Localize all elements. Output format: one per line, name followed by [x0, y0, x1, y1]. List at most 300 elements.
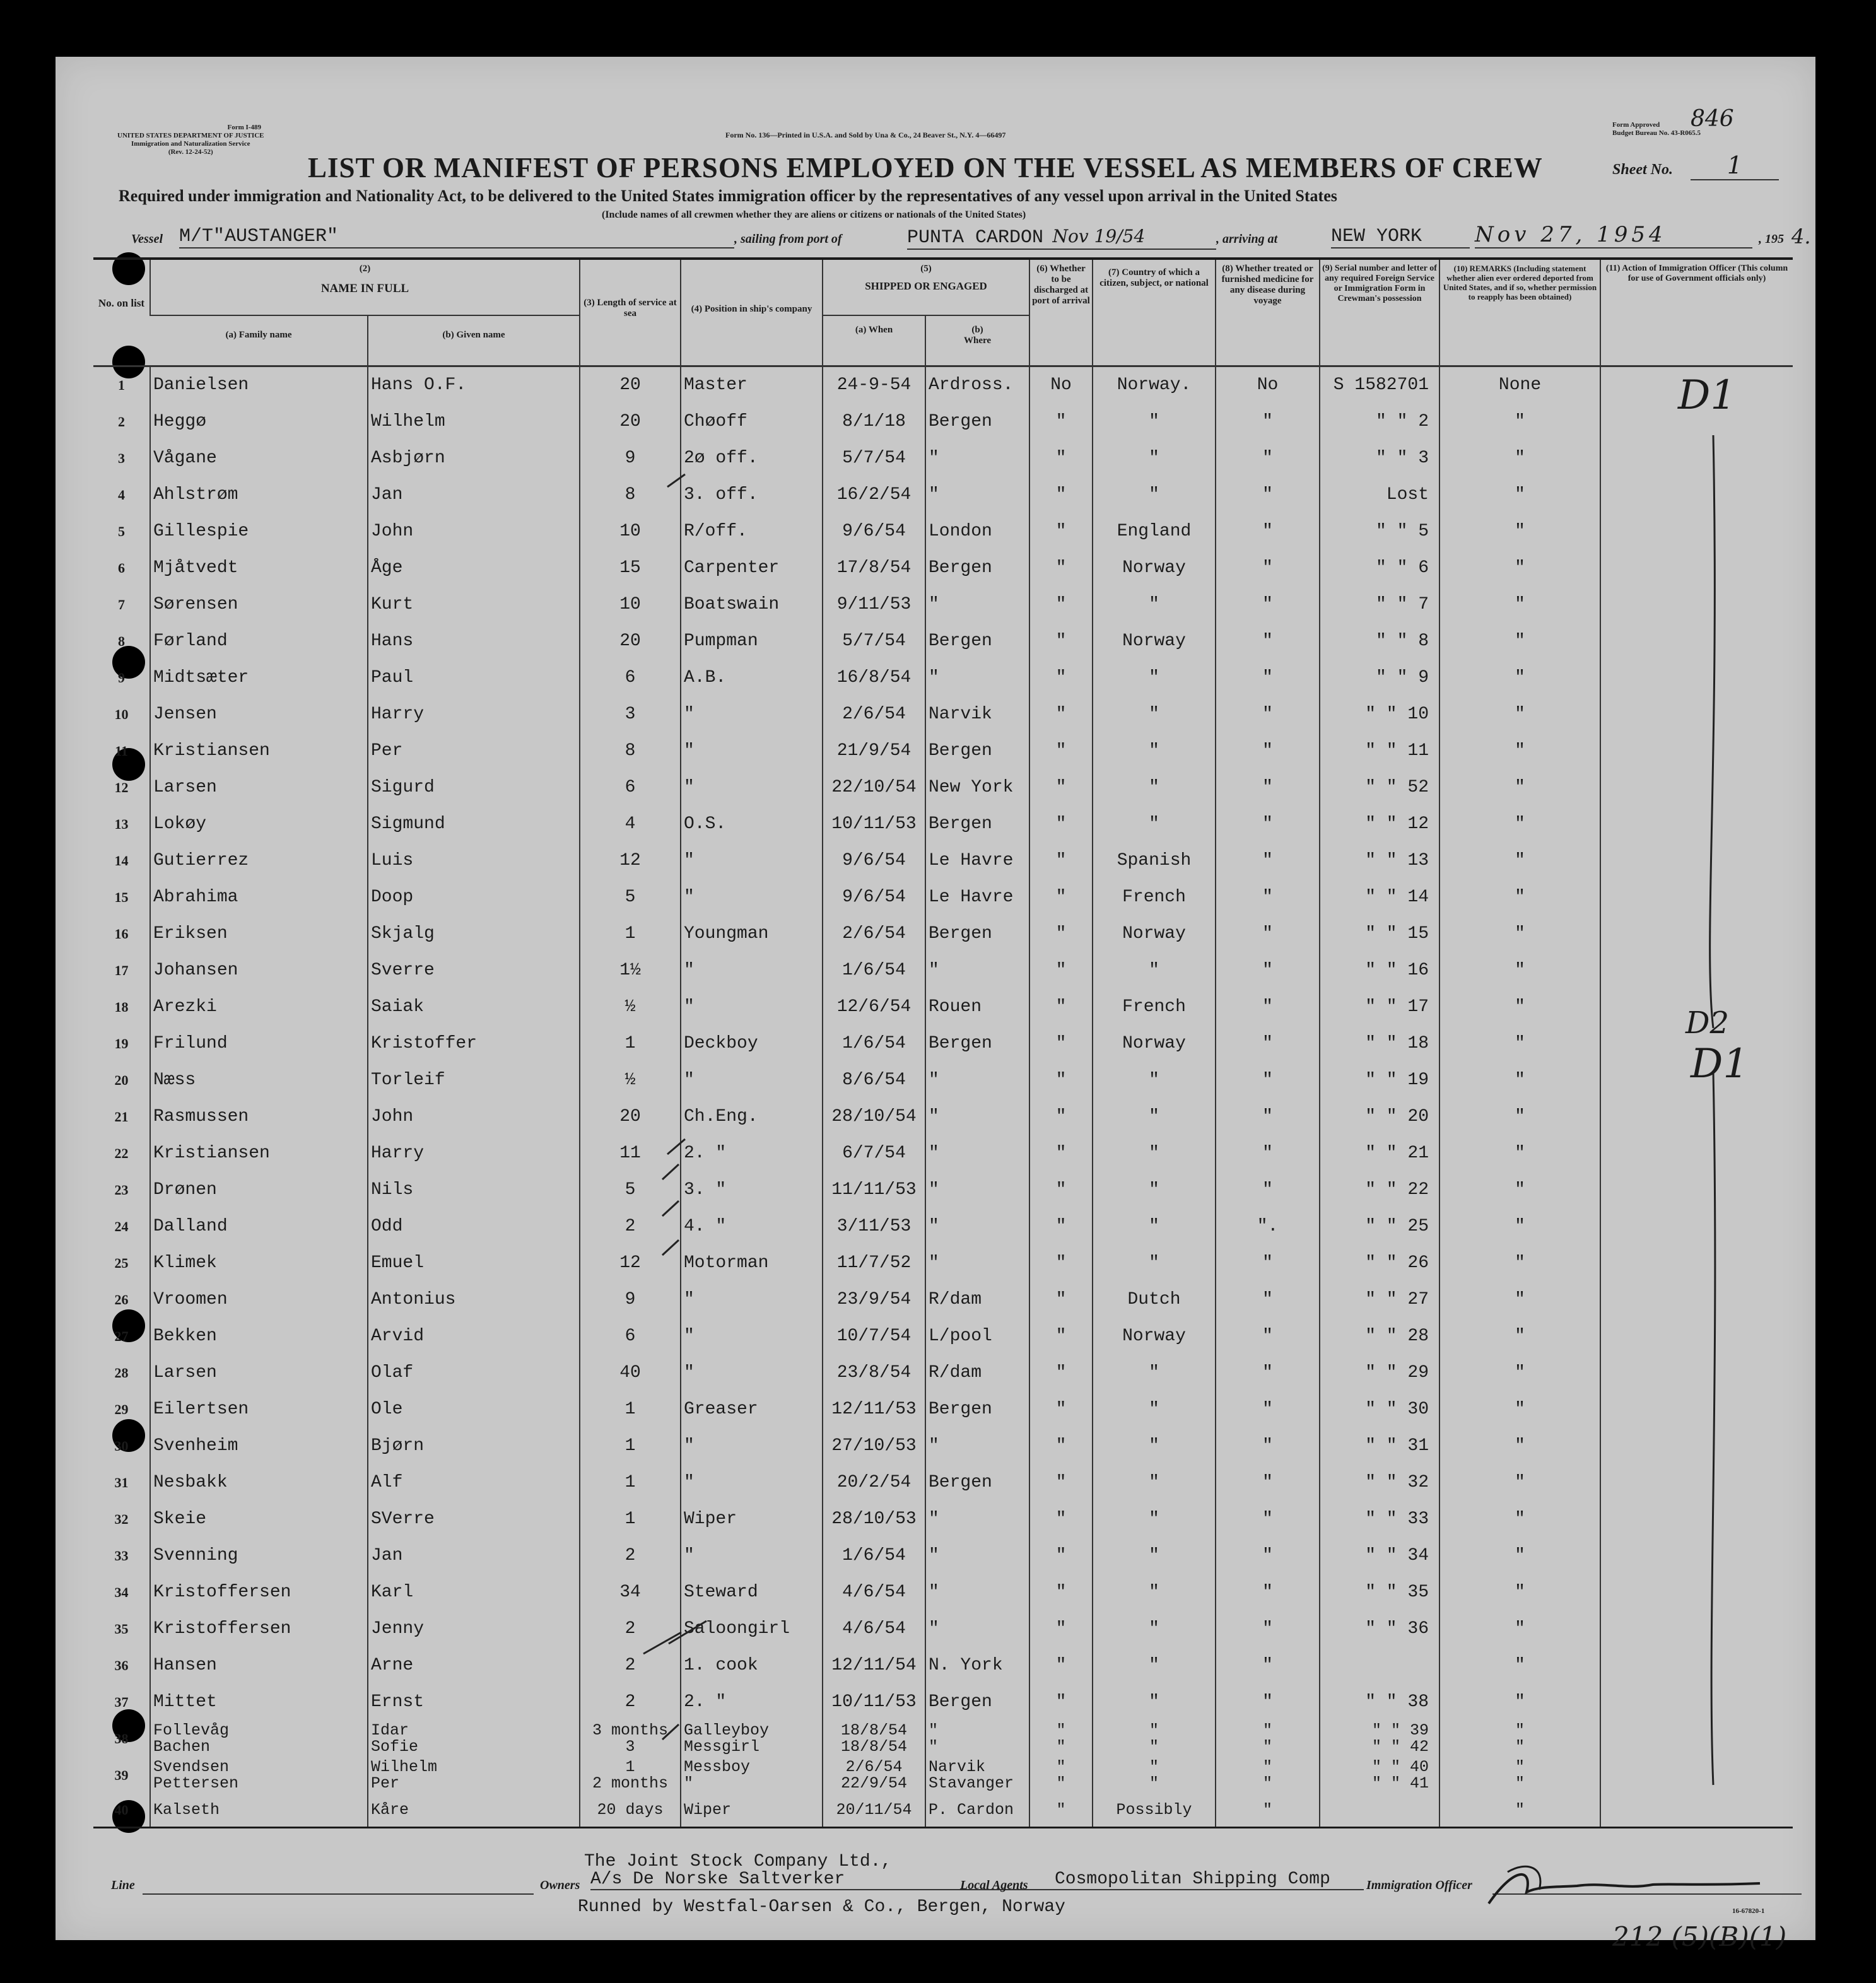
- discharged-at-port: ": [1029, 1062, 1093, 1099]
- serial-number: " " 28: [1320, 1318, 1439, 1355]
- col-country-header: (7) Country of which a citizen, subject, or national: [1093, 259, 1216, 366]
- length-of-service: 20: [580, 623, 681, 660]
- engaged-when-line: 18/8/54: [840, 1737, 908, 1756]
- treated-medicine: ": [1216, 843, 1320, 879]
- officer-action: [1600, 550, 1793, 587]
- ship-position: R/off.: [681, 513, 823, 550]
- citizenship: ": [1093, 733, 1216, 769]
- officer-action: [1600, 769, 1793, 806]
- family-name: Kristiansen: [150, 1135, 368, 1172]
- row-number: 17: [114, 962, 129, 978]
- officer-action: [1600, 733, 1793, 769]
- family-name: Larsen: [150, 769, 368, 806]
- crew-row: [93, 806, 1793, 843]
- remarks: ": [1439, 660, 1600, 696]
- crew-row: [93, 440, 1793, 477]
- remarks: [1439, 1757, 1600, 1794]
- family-name: Skeie: [150, 1501, 368, 1538]
- treated-medicine-line: ": [1263, 1721, 1273, 1740]
- serial-number: " " 20: [1320, 1099, 1439, 1135]
- remarks: ": [1439, 952, 1600, 989]
- citizenship: ": [1093, 1684, 1216, 1721]
- given-name: Ernst: [368, 1684, 580, 1721]
- family-name: Dalland: [150, 1208, 368, 1245]
- length-of-service-line: 1: [625, 1757, 635, 1776]
- given-name: Kurt: [368, 587, 580, 623]
- discharged-at-port: [1029, 1794, 1093, 1828]
- row-number: 28: [114, 1364, 129, 1381]
- ship-position: A.B.: [681, 660, 823, 696]
- row-number: 20: [114, 1072, 129, 1088]
- treated-medicine: ": [1216, 1135, 1320, 1172]
- crew-row: [93, 1318, 1793, 1355]
- crew-row: [93, 513, 1793, 550]
- officer-action: [1600, 952, 1793, 989]
- length-of-service: 8: [580, 477, 681, 513]
- remarks: ": [1439, 1391, 1600, 1428]
- family-name: Danielsen: [150, 366, 368, 404]
- engaged-where: ": [925, 1172, 1029, 1208]
- treated-medicine: ": [1216, 1465, 1320, 1501]
- remarks: ": [1439, 1062, 1600, 1099]
- officer-action: [1600, 806, 1793, 843]
- arriving-port: NEW YORK: [1331, 226, 1470, 249]
- revision-date: (Rev. 12-24-52): [168, 148, 213, 156]
- col-shipped-number: (5): [920, 264, 932, 274]
- remarks: ": [1439, 733, 1600, 769]
- citizenship: ": [1093, 1501, 1216, 1538]
- citizenship: Norway: [1093, 550, 1216, 587]
- engaged-where: L/pool: [925, 1318, 1029, 1355]
- given-name: Jan: [368, 477, 580, 513]
- engaged-where: ": [925, 1428, 1029, 1465]
- engaged-where-line: ": [929, 1721, 939, 1740]
- family-name: [150, 1794, 368, 1828]
- officer-action: [1600, 623, 1793, 660]
- engaged-where: ": [925, 1062, 1029, 1099]
- treated-medicine: ": [1216, 477, 1320, 513]
- remarks: ": [1439, 1245, 1600, 1282]
- discharged-at-port: ": [1029, 1282, 1093, 1318]
- treated-medicine: ": [1216, 587, 1320, 623]
- citizenship: Norway.: [1093, 366, 1216, 404]
- col-where-header: (b) Where: [925, 315, 1029, 366]
- citizenship: ": [1093, 1208, 1216, 1245]
- discharged-at-port: ": [1029, 916, 1093, 952]
- form-approval: [1612, 121, 1701, 137]
- length-of-service: 1: [580, 1501, 681, 1538]
- citizenship: French: [1093, 879, 1216, 916]
- remarks: ": [1439, 843, 1600, 879]
- engaged-when: 2/6/54: [823, 696, 925, 733]
- ship-position: ": [681, 733, 823, 769]
- given-name: SVerre: [368, 1501, 580, 1538]
- family-name: Rasmussen: [150, 1099, 368, 1135]
- serial-number-line: " " 42: [1372, 1737, 1429, 1756]
- treated-medicine: ": [1216, 1647, 1320, 1684]
- engaged-where: Bergen: [925, 916, 1029, 952]
- remarks: ": [1439, 1501, 1600, 1538]
- length-of-service: 10: [580, 513, 681, 550]
- given-name: Karl: [368, 1574, 580, 1611]
- approval-line1: Form Approved: [1612, 121, 1660, 129]
- engaged-where: Bergen: [925, 806, 1029, 843]
- treated-medicine: ": [1216, 1574, 1320, 1611]
- given-name: Harry: [368, 696, 580, 733]
- remarks-line: ": [1515, 1721, 1525, 1740]
- length-of-service: 6: [580, 769, 681, 806]
- engaged-when: 22/10/54: [823, 769, 925, 806]
- engaged-when: 16/2/54: [823, 477, 925, 513]
- crew-row: [93, 1026, 1793, 1062]
- engaged-where: Bergen: [925, 404, 1029, 440]
- engaged-where: Rouen: [925, 989, 1029, 1026]
- line-field: [143, 1877, 534, 1895]
- engaged-when: 12/6/54: [823, 989, 925, 1026]
- citizenship: Spanish: [1093, 843, 1216, 879]
- row-number: 31: [114, 1474, 129, 1490]
- discharged-at-port: ": [1029, 440, 1093, 477]
- length-of-service: 20: [580, 1099, 681, 1135]
- engaged-where: ": [925, 1501, 1029, 1538]
- ship-position: ": [681, 879, 823, 916]
- row-number: 19: [114, 1035, 129, 1051]
- treated-medicine: ": [1216, 1172, 1320, 1208]
- given-name: Paul: [368, 660, 580, 696]
- owner-line3: Runned by Westfal-Oarsen & Co., Bergen, Norway: [578, 1897, 1065, 1917]
- discharged-at-port: ": [1029, 1318, 1093, 1355]
- remarks: ": [1439, 1428, 1600, 1465]
- engaged-where: Narvik: [925, 696, 1029, 733]
- engaged-when: 21/9/54: [823, 733, 925, 769]
- discharged-at-port: ": [1029, 952, 1093, 989]
- row-number: 12: [114, 779, 129, 795]
- family-name: Ahlstrøm: [150, 477, 368, 513]
- length-of-service: 2: [580, 1611, 681, 1647]
- given-name: Torleif: [368, 1062, 580, 1099]
- serial-number: " " 35: [1320, 1574, 1439, 1611]
- officer-action: [1600, 1172, 1793, 1208]
- serial-number: " " 2: [1320, 404, 1439, 440]
- remarks-line: ": [1515, 1774, 1525, 1793]
- serial-number-line: " " 40: [1372, 1757, 1429, 1776]
- officer-label: Immigration Officer: [1366, 1878, 1472, 1892]
- length-of-service: 1: [580, 1465, 681, 1501]
- length-of-service: 9: [580, 1282, 681, 1318]
- remarks: ": [1439, 623, 1600, 660]
- ship-position: ": [681, 1538, 823, 1574]
- officer-action: [1600, 1208, 1793, 1245]
- discharged-at-port: ": [1029, 1574, 1093, 1611]
- treated-medicine: ": [1216, 1684, 1320, 1721]
- serial-number: " " 15: [1320, 916, 1439, 952]
- crew-row: [93, 1465, 1793, 1501]
- row-number: 24: [114, 1218, 129, 1234]
- serial-number: " " 21: [1320, 1135, 1439, 1172]
- citizenship: ": [1093, 587, 1216, 623]
- citizenship: ": [1093, 1465, 1216, 1501]
- serial-number: S 1582701: [1320, 366, 1439, 404]
- citizenship: ": [1093, 1538, 1216, 1574]
- approval-line2: Budget Bureau No. 43-R065.5: [1612, 129, 1701, 137]
- given-name-line: Kåre: [371, 1800, 409, 1819]
- officer-action: [1600, 1721, 1793, 1757]
- row-number: 10: [114, 706, 129, 722]
- given-name: [368, 1794, 580, 1828]
- crew-row: [93, 1172, 1793, 1208]
- row-number: 25: [114, 1255, 129, 1271]
- given-name: Asbjørn: [368, 440, 580, 477]
- row-number: 34: [114, 1584, 129, 1600]
- remarks: [1439, 1721, 1600, 1757]
- engaged-when: 12/11/54: [823, 1647, 925, 1684]
- ship-position: ": [681, 1282, 823, 1318]
- officer-action: [1600, 1647, 1793, 1684]
- citizenship-line: ": [1149, 1721, 1159, 1740]
- row-number: 37: [114, 1693, 129, 1710]
- treated-medicine: ": [1216, 1501, 1320, 1538]
- row-number: 16: [114, 925, 129, 942]
- crew-row: [93, 1099, 1793, 1135]
- crew-row: [93, 1538, 1793, 1574]
- engaged-when: 5/7/54: [823, 623, 925, 660]
- family-name: Kristiansen: [150, 733, 368, 769]
- officer-action: [1600, 1501, 1793, 1538]
- treated-medicine: ": [1216, 1245, 1320, 1282]
- row-number: 13: [114, 816, 129, 832]
- citizenship: ": [1093, 1574, 1216, 1611]
- col-shipped-title: SHIPPED OR ENGAGED: [865, 280, 987, 292]
- row-number: 29: [114, 1401, 129, 1417]
- page-subtitle: Required under immigration and Nationality Act, to be delivered to the United States immigration officer by the representatives of any vessel upon arrival in the United States: [119, 187, 1337, 205]
- crew-row: [93, 1611, 1793, 1647]
- printer-line: Form No. 136—Printed in U.S.A. and Sold by Una & Co., 24 Beaver St., N.Y. 4—66497: [725, 131, 1006, 139]
- ship-position: [681, 1794, 823, 1828]
- engaged-where: ": [925, 587, 1029, 623]
- serial-number: " " 14: [1320, 879, 1439, 916]
- crew-note: (Include names of all crewmen whether they are aliens or citizens or nationals of the United States): [602, 209, 1026, 220]
- engaged-when-line: 18/8/54: [840, 1721, 908, 1740]
- engaged-where: ": [925, 440, 1029, 477]
- citizenship-line: ": [1149, 1737, 1159, 1756]
- engaged-when: 23/9/54: [823, 1282, 925, 1318]
- given-name: Saiak: [368, 989, 580, 1026]
- row-number: 26: [114, 1291, 129, 1307]
- engaged-when: 5/7/54: [823, 440, 925, 477]
- engaged-when: 9/6/54: [823, 513, 925, 550]
- ship-position: Saloongirl: [681, 1611, 823, 1647]
- ship-position: Boatswain: [681, 587, 823, 623]
- engaged-when: 1/6/54: [823, 1026, 925, 1062]
- ship-position: 3. off.: [681, 477, 823, 513]
- length-of-service: 2: [580, 1684, 681, 1721]
- length-of-service: 6: [580, 660, 681, 696]
- engaged-when-line: 2/6/54: [845, 1757, 903, 1776]
- family-name: Drønen: [150, 1172, 368, 1208]
- row-number: 4: [118, 486, 125, 503]
- treated-medicine: ": [1216, 1318, 1320, 1355]
- length-of-service: [580, 1721, 681, 1757]
- officer-action: [1600, 477, 1793, 513]
- remarks-line: ": [1515, 1800, 1525, 1819]
- serial-number: [1320, 1794, 1439, 1828]
- citizenship: [1093, 1794, 1216, 1828]
- treated-medicine: ": [1216, 733, 1320, 769]
- year-label: , 195: [1759, 232, 1784, 246]
- officer-field: [1492, 1877, 1802, 1895]
- ship-position: 2. ": [681, 1135, 823, 1172]
- treated-medicine: ": [1216, 404, 1320, 440]
- engaged-where: Bergen: [925, 1465, 1029, 1501]
- discharged-at-port: ": [1029, 1465, 1093, 1501]
- annotation-d1-top: D1: [1678, 372, 1737, 419]
- ship-position: Chøoff: [681, 404, 823, 440]
- family-name: Klimek: [150, 1245, 368, 1282]
- remarks: ": [1439, 1318, 1600, 1355]
- serial-number: Lost: [1320, 477, 1439, 513]
- given-name: Antonius: [368, 1282, 580, 1318]
- sheet-label: Sheet No.: [1612, 161, 1673, 178]
- form-code: 16-67820-1: [1732, 1907, 1765, 1915]
- treated-medicine: ": [1216, 1355, 1320, 1391]
- col-discharged-header: (6) Whether to be discharged at port of arrival: [1029, 259, 1093, 366]
- engaged-when: 3/11/53: [823, 1208, 925, 1245]
- citizenship: [1093, 1757, 1216, 1794]
- form-header-left: [117, 124, 264, 156]
- engaged-where: ": [925, 1245, 1029, 1282]
- citizenship: ": [1093, 1355, 1216, 1391]
- crew-row: [93, 623, 1793, 660]
- remarks: ": [1439, 989, 1600, 1026]
- family-name-line: Kalseth: [153, 1800, 220, 1819]
- citizenship: ": [1093, 1135, 1216, 1172]
- manifest-footer: [111, 1852, 1814, 1952]
- discharged-at-port: ": [1029, 550, 1093, 587]
- given-name: Sigmund: [368, 806, 580, 843]
- engaged-where: ": [925, 952, 1029, 989]
- serial-number: " " 25: [1320, 1208, 1439, 1245]
- officer-action: [1600, 660, 1793, 696]
- treated-medicine: ": [1216, 1062, 1320, 1099]
- family-name: Bekken: [150, 1318, 368, 1355]
- length-of-service: 15: [580, 550, 681, 587]
- serial-number: [1320, 1647, 1439, 1684]
- treated-medicine: ": [1216, 513, 1320, 550]
- row-number: 27: [114, 1328, 129, 1344]
- family-name: Hansen: [150, 1647, 368, 1684]
- discharged-at-port: No: [1029, 366, 1093, 404]
- discharged-at-port: ": [1029, 587, 1093, 623]
- officer-action: [1600, 513, 1793, 550]
- engaged-where: Bergen: [925, 1026, 1029, 1062]
- ship-position: Wiper: [681, 1501, 823, 1538]
- citizenship: ": [1093, 477, 1216, 513]
- engaged-when: 24-9-54: [823, 366, 925, 404]
- discharged-at-port: ": [1029, 733, 1093, 769]
- family-name: Heggø: [150, 404, 368, 440]
- ship-position: Pumpman: [681, 623, 823, 660]
- officer-action: [1600, 916, 1793, 952]
- given-name: [368, 1721, 580, 1757]
- citizenship: ": [1093, 696, 1216, 733]
- length-of-service: 1½: [580, 952, 681, 989]
- treated-medicine: ": [1216, 1428, 1320, 1465]
- citizenship: ": [1093, 1062, 1216, 1099]
- family-name: Sørensen: [150, 587, 368, 623]
- row-number: 3: [118, 450, 125, 466]
- engaged-where: Bergen: [925, 550, 1029, 587]
- family-name: Arezki: [150, 989, 368, 1026]
- family-name: Vroomen: [150, 1282, 368, 1318]
- arrival-date: Nov 27, 1954: [1475, 222, 1752, 249]
- engaged-when: [823, 1794, 925, 1828]
- officer-action: [1600, 1794, 1793, 1828]
- col-action-header: (11) Action of Immigration Officer (This column for use of Government officials only): [1600, 259, 1793, 366]
- stamp-number: 846: [1691, 106, 1734, 132]
- crew-row: [93, 989, 1793, 1026]
- discharged-at-port-line: ": [1056, 1721, 1066, 1740]
- treated-medicine: No: [1216, 366, 1320, 404]
- length-of-service-line: 3 months: [592, 1721, 669, 1740]
- family-name: Kristoffersen: [150, 1611, 368, 1647]
- discharged-at-port: ": [1029, 1355, 1093, 1391]
- citizenship: Norway: [1093, 623, 1216, 660]
- discharged-at-port: ": [1029, 1611, 1093, 1647]
- length-of-service: 2: [580, 1647, 681, 1684]
- row-number: 5: [118, 523, 125, 539]
- crew-row: [93, 1355, 1793, 1391]
- given-name: Nils: [368, 1172, 580, 1208]
- length-of-service-line: 3: [625, 1737, 635, 1756]
- family-name: Lokøy: [150, 806, 368, 843]
- serial-number: " " 6: [1320, 550, 1439, 587]
- ship-position: ": [681, 843, 823, 879]
- ship-position: ": [681, 989, 823, 1026]
- col-shipped-header: [823, 259, 1029, 315]
- discharged-at-port: [1029, 1757, 1093, 1794]
- crew-row: [93, 1135, 1793, 1172]
- length-of-service: 2: [580, 1208, 681, 1245]
- length-of-service-line: 20 days: [597, 1800, 664, 1819]
- serial-number: " " 9: [1320, 660, 1439, 696]
- family-name: Eilertsen: [150, 1391, 368, 1428]
- remarks: ": [1439, 513, 1600, 550]
- remarks: ": [1439, 1208, 1600, 1245]
- length-of-service: 2: [580, 1538, 681, 1574]
- given-name: Emuel: [368, 1245, 580, 1282]
- length-of-service: 34: [580, 1574, 681, 1611]
- engaged-where: N. York: [925, 1647, 1029, 1684]
- engaged-where: ": [925, 1208, 1029, 1245]
- serial-number-line: " " 41: [1372, 1774, 1429, 1793]
- row-number: 6: [118, 559, 125, 576]
- discharged-at-port: ": [1029, 1391, 1093, 1428]
- given-name-line: Wilhelm: [371, 1757, 438, 1776]
- discharged-at-port: ": [1029, 879, 1093, 916]
- engaged-when: 11/11/53: [823, 1172, 925, 1208]
- officer-action: [1600, 1099, 1793, 1135]
- given-name: Olaf: [368, 1355, 580, 1391]
- officer-action: [1600, 1245, 1793, 1282]
- serial-number: " " 32: [1320, 1465, 1439, 1501]
- engaged-where: Bergen: [925, 1391, 1029, 1428]
- page-title: LIST OR MANIFEST OF PERSONS EMPLOYED ON THE VESSEL AS MEMBERS OF CREW: [308, 152, 1543, 184]
- col-when-header: (a) When: [823, 315, 925, 366]
- row-number: 9: [118, 669, 125, 686]
- serial-number: [1320, 1757, 1439, 1794]
- length-of-service: 20: [580, 404, 681, 440]
- remarks: ": [1439, 1099, 1600, 1135]
